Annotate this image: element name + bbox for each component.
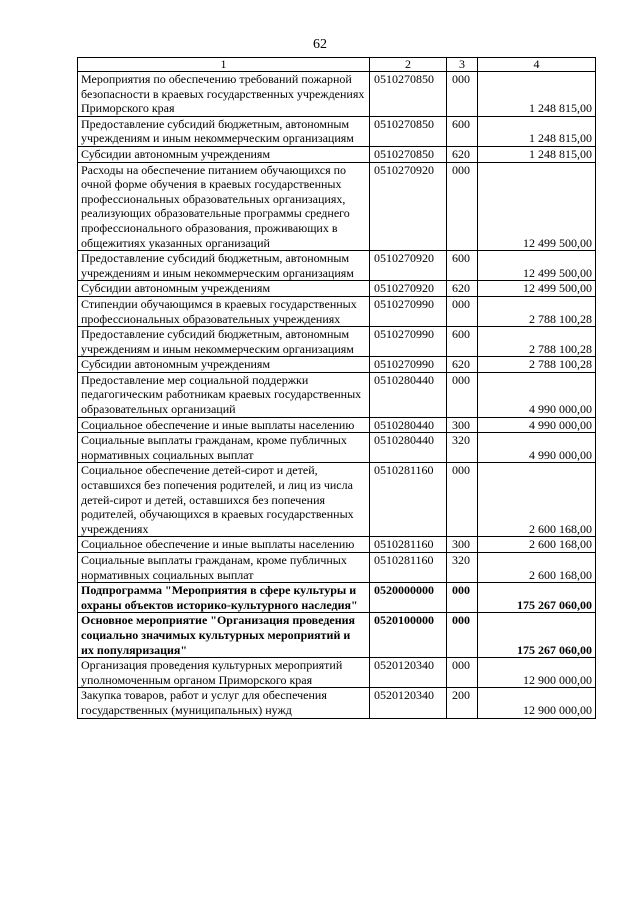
row-amount-cell: 4 990 000,00 <box>478 417 596 433</box>
row-amount-cell: 12 900 000,00 <box>478 658 596 688</box>
row-type-cell: 000 <box>447 658 478 688</box>
row-code-cell: 0510281160 <box>370 463 447 537</box>
row-code-cell: 0510270920 <box>370 162 447 251</box>
table-row <box>78 537 596 553</box>
budget-table <box>77 57 596 719</box>
row-name-cell: Социальные выплаты гражданам, кроме публичных нормативных социальных выплат <box>78 553 370 583</box>
row-code-cell: 0510281160 <box>370 553 447 583</box>
table-row <box>78 146 596 162</box>
row-name-cell: Субсидии автономным учреждениям <box>78 357 370 373</box>
table-row <box>78 417 596 433</box>
table-row <box>78 116 596 146</box>
row-amount-cell: 4 990 000,00 <box>478 433 596 463</box>
row-type-cell: 000 <box>447 583 478 613</box>
row-amount-cell: 2 788 100,28 <box>478 296 596 326</box>
row-type-cell: 600 <box>447 327 478 357</box>
row-type-cell: 620 <box>447 357 478 373</box>
row-code-cell: 0520000000 <box>370 583 447 613</box>
table-row <box>78 433 596 463</box>
row-name-cell: Социальное обеспечение и иные выплаты населению <box>78 417 370 433</box>
header-col-4: 4 <box>478 58 596 72</box>
row-amount-cell: 4 990 000,00 <box>478 372 596 417</box>
row-name-cell: Субсидии автономным учреждениям <box>78 281 370 297</box>
row-code-cell: 0510280440 <box>370 372 447 417</box>
row-type-cell: 320 <box>447 553 478 583</box>
row-code-cell: 0510270990 <box>370 357 447 373</box>
table-row <box>78 372 596 417</box>
row-type-cell: 000 <box>447 372 478 417</box>
table-row <box>78 327 596 357</box>
row-amount-cell: 2 600 168,00 <box>478 463 596 537</box>
table-row <box>78 613 596 658</box>
table-header <box>78 58 596 72</box>
row-type-cell: 000 <box>447 463 478 537</box>
row-name-cell: Подпрограмма "Мероприятия в сфере культуры и охраны объектов историко-культурного наследия" <box>78 583 370 613</box>
row-name-cell: Мероприятия по обеспечению требований пожарной безопасности в краевых государственных учреждениях Приморского края <box>78 72 370 117</box>
row-code-cell: 0510280440 <box>370 417 447 433</box>
table-row <box>78 251 596 281</box>
row-type-cell: 300 <box>447 537 478 553</box>
row-amount-cell: 2 600 168,00 <box>478 537 596 553</box>
table-row <box>78 658 596 688</box>
row-type-cell: 000 <box>447 613 478 658</box>
row-code-cell: 0520120340 <box>370 688 447 718</box>
row-type-cell: 200 <box>447 688 478 718</box>
row-name-cell: Закупка товаров, работ и услуг для обеспечения государственных (муниципальных) нужд <box>78 688 370 718</box>
row-type-cell: 620 <box>447 146 478 162</box>
row-amount-cell: 12 499 500,00 <box>478 251 596 281</box>
row-amount-cell: 12 499 500,00 <box>478 281 596 297</box>
header-col-3: 3 <box>447 58 478 72</box>
row-code-cell: 0510270850 <box>370 146 447 162</box>
row-type-cell: 000 <box>447 162 478 251</box>
row-code-cell: 0510270920 <box>370 281 447 297</box>
header-col-2: 2 <box>370 58 447 72</box>
row-code-cell: 0520100000 <box>370 613 447 658</box>
row-code-cell: 0510270920 <box>370 251 447 281</box>
row-name-cell: Расходы на обеспечение питанием обучающихся по очной форме обучения в краевых государственных профессиональных образовательных организациях, реализующих образовательные программы среднего профессионального образования, проживающих в общежитиях указанных организаций <box>78 162 370 251</box>
row-name-cell: Субсидии автономным учреждениям <box>78 146 370 162</box>
row-name-cell: Социальное обеспечение и иные выплаты населению <box>78 537 370 553</box>
row-name-cell: Предоставление субсидий бюджетным, автономным учреждениям и иным некоммерческим организациям <box>78 251 370 281</box>
table-row <box>78 688 596 718</box>
row-type-cell: 600 <box>447 251 478 281</box>
row-type-cell: 320 <box>447 433 478 463</box>
row-amount-cell: 1 248 815,00 <box>478 72 596 117</box>
row-code-cell: 0510270990 <box>370 296 447 326</box>
row-amount-cell: 2 788 100,28 <box>478 357 596 373</box>
row-code-cell: 0510270850 <box>370 72 447 117</box>
row-name-cell: Организация проведения культурных мероприятий уполномоченным органом Приморского края <box>78 658 370 688</box>
row-type-cell: 300 <box>447 417 478 433</box>
row-name-cell: Основное мероприятие "Организация проведения социально значимых культурных мероприятий и их популяризация" <box>78 613 370 658</box>
table-row <box>78 357 596 373</box>
row-amount-cell: 175 267 060,00 <box>478 583 596 613</box>
row-name-cell: Предоставление мер социальной поддержки педагогическим работникам краевых государственных образовательных организаций <box>78 372 370 417</box>
row-type-cell: 600 <box>447 116 478 146</box>
row-type-cell: 000 <box>447 72 478 117</box>
row-code-cell: 0510280440 <box>370 433 447 463</box>
table-row <box>78 583 596 613</box>
row-amount-cell: 12 900 000,00 <box>478 688 596 718</box>
row-code-cell: 0510270850 <box>370 116 447 146</box>
table-row <box>78 162 596 251</box>
page-number: 62 <box>313 37 327 52</box>
row-name-cell: Социальное обеспечение детей-сирот и детей, оставшихся без попечения родителей, и лиц из числа детей-сирот и детей, оставшихся без попечения родителей, обучающихся в краевых государственных учреждениях <box>78 463 370 537</box>
row-amount-cell: 1 248 815,00 <box>478 116 596 146</box>
row-name-cell: Предоставление субсидий бюджетным, автономным учреждениям и иным некоммерческим организациям <box>78 327 370 357</box>
table-row <box>78 72 596 117</box>
row-code-cell: 0510281160 <box>370 537 447 553</box>
header-row <box>78 58 596 72</box>
table-row <box>78 463 596 537</box>
row-amount-cell: 12 499 500,00 <box>478 162 596 251</box>
row-amount-cell: 1 248 815,00 <box>478 146 596 162</box>
row-code-cell: 0520120340 <box>370 658 447 688</box>
row-name-cell: Стипендии обучающимся в краевых государственных профессиональных образовательных учреждениях <box>78 296 370 326</box>
row-amount-cell: 175 267 060,00 <box>478 613 596 658</box>
row-type-cell: 000 <box>447 296 478 326</box>
row-name-cell: Предоставление субсидий бюджетным, автономным учреждениям и иным некоммерческим организациям <box>78 116 370 146</box>
row-amount-cell: 2 788 100,28 <box>478 327 596 357</box>
row-amount-cell: 2 600 168,00 <box>478 553 596 583</box>
row-code-cell: 0510270990 <box>370 327 447 357</box>
header-col-1: 1 <box>78 58 370 72</box>
row-name-cell: Социальные выплаты гражданам, кроме публичных нормативных социальных выплат <box>78 433 370 463</box>
table-body <box>78 72 596 719</box>
table-row <box>78 281 596 297</box>
table-row <box>78 553 596 583</box>
table-row <box>78 296 596 326</box>
row-type-cell: 620 <box>447 281 478 297</box>
